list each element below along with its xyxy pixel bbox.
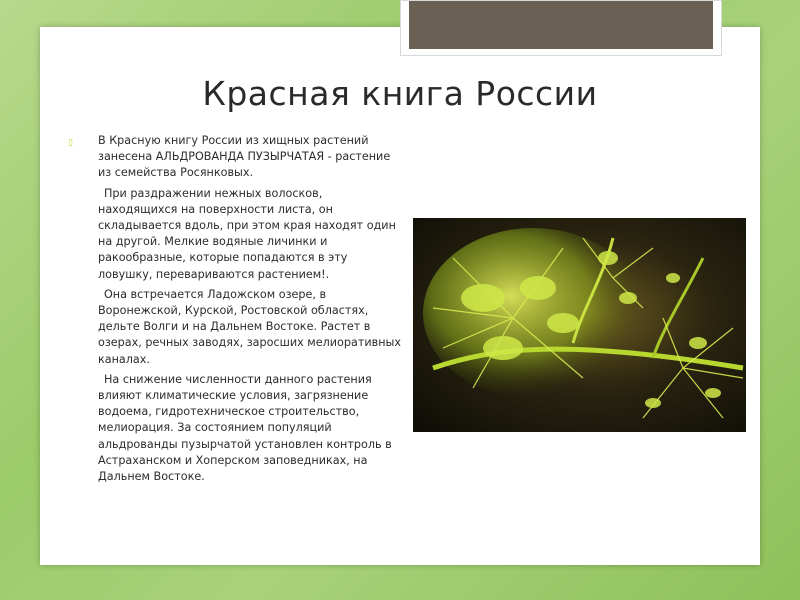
paragraph-1: В Красную книгу России из хищных растений занесена АЛЬДРОВАНДА ПУЗЫРЧАТАЯ - растение из семейства Росянковых.: [98, 134, 391, 180]
header-decoration-bar: [400, 0, 722, 56]
paragraph-3: Она встречается Ладожском озере, в Воронежской, Курской, Ростовской областях, дельте Волги и на Дальнем Востоке. Растет в озерах, речных заводях, заросших мелиоративных каналах.: [98, 287, 402, 366]
body-text: [68, 133, 404, 489]
header-decoration-fill: [409, 1, 713, 49]
aldrovanda-photo: [413, 218, 746, 432]
slide-title: Красная книга России: [202, 74, 598, 113]
paragraph-2: При раздражении нежных волосков, находящихся на поверхности листа, он складывается вдоль, при этом края находят один на другой. Мелкие водяные личинки и ракообразные, которые попадаются в эту ловушку, перевариваются растением!.: [98, 186, 396, 281]
paragraph-4: На снижение численности данного растения влияют климатические условия, загрязнение водоема, гидротехническое строительство, мелиорация. За состоянием популяций альдрованды пузырчатой установлен контроль в Астраханском и Хоперском заповедниках, на Дальнем Востоке.: [98, 372, 392, 484]
plant-illustration: [413, 218, 746, 432]
bullet-icon: ▯: [68, 138, 73, 148]
